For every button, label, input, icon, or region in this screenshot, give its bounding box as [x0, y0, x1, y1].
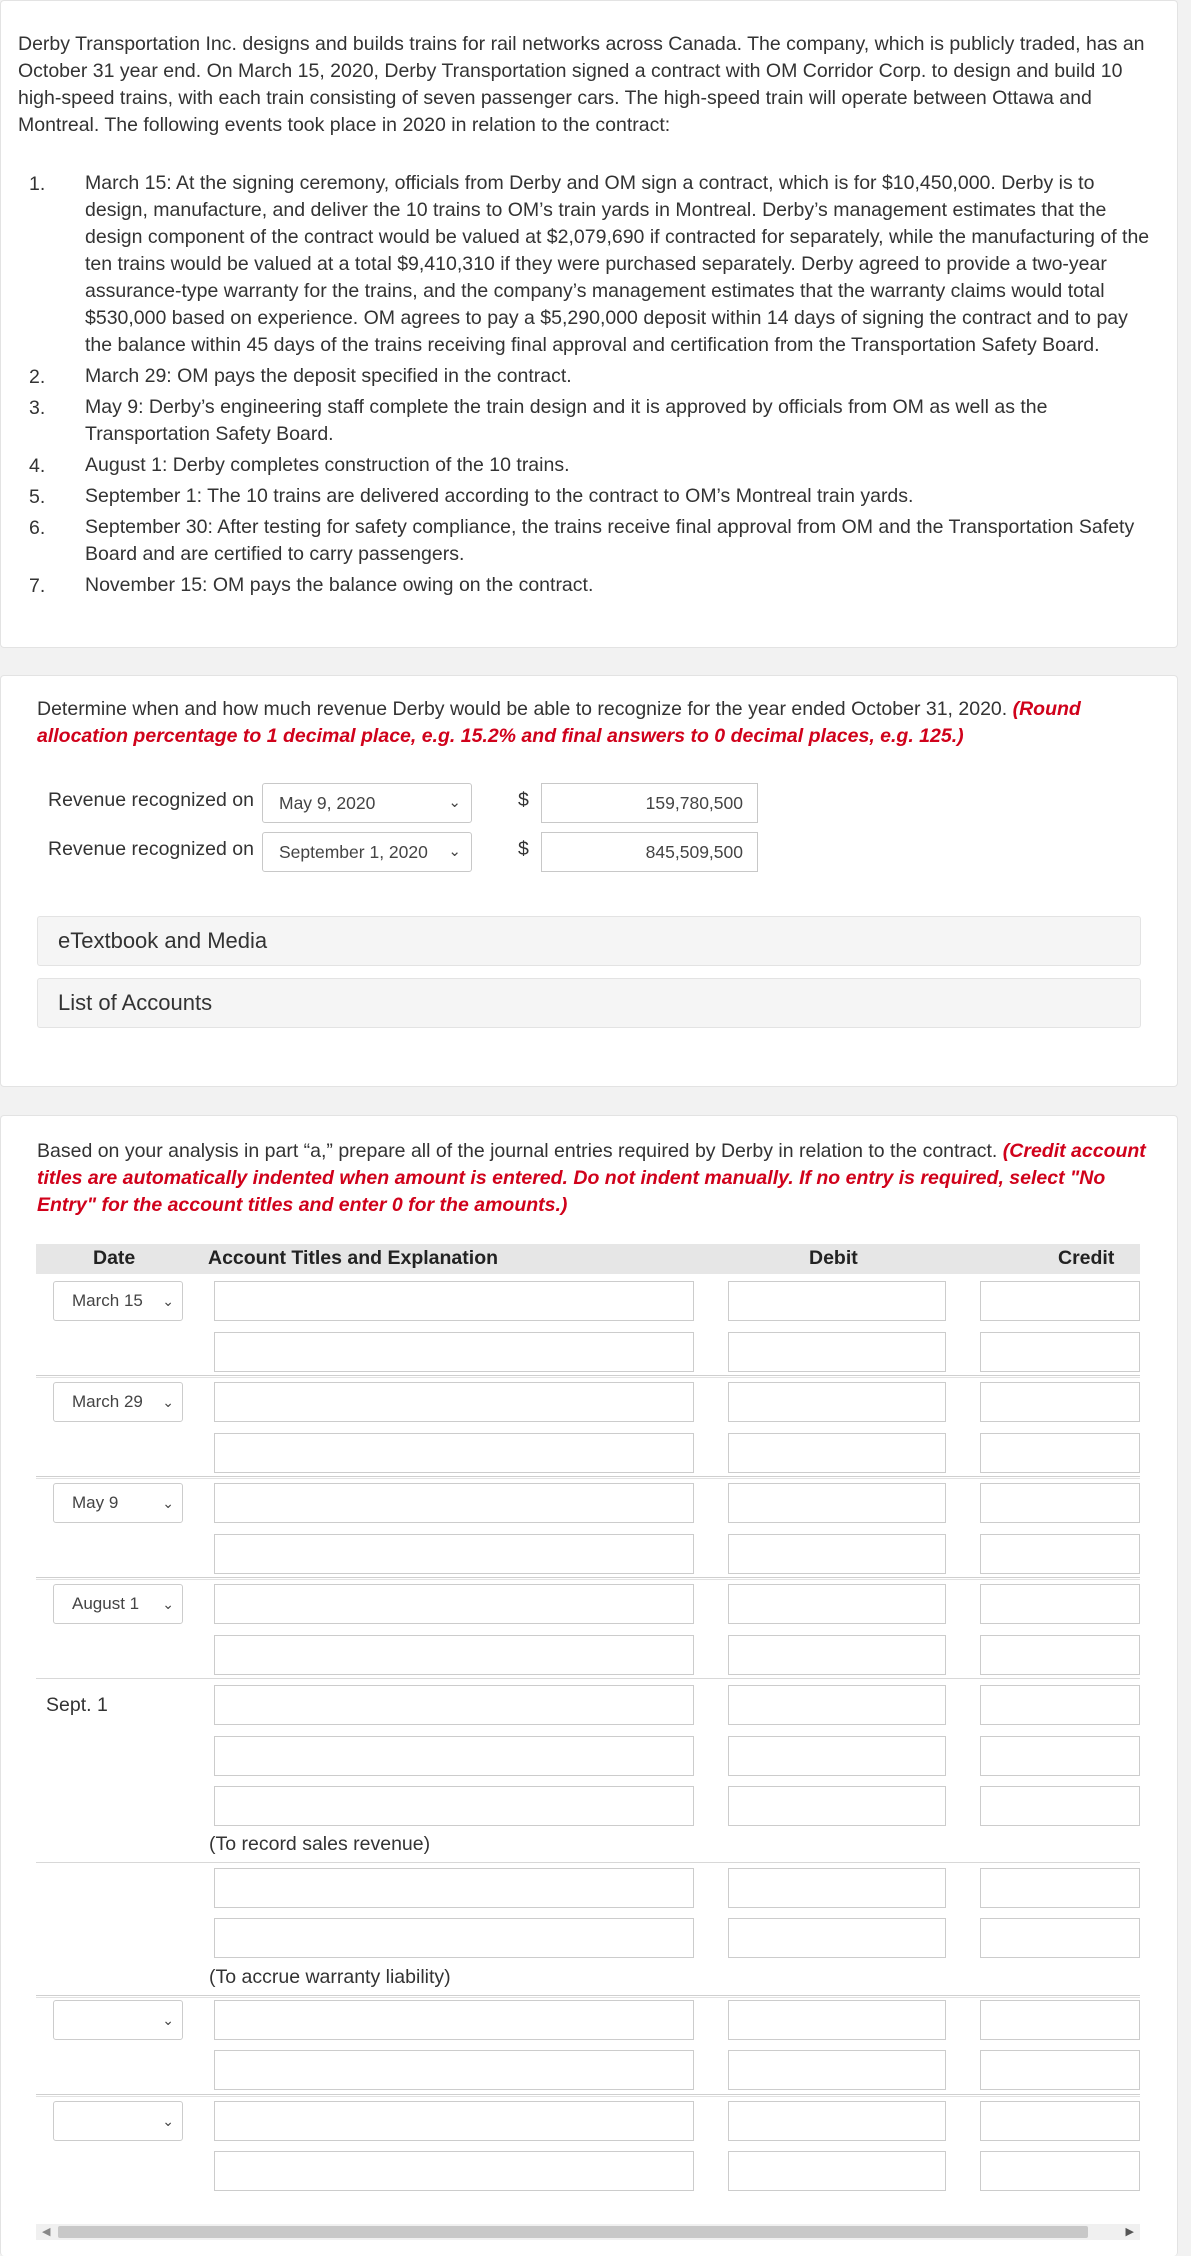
chevron-down-icon: ⌄: [162, 1394, 174, 1410]
debit-input[interactable]: [728, 1281, 946, 1321]
credit-input[interactable]: [980, 1736, 1140, 1776]
select-value: May 9: [72, 1493, 119, 1512]
event-text: May 9: Derby’s engineering staff complete the train design and it is approved by officials from OM as well as the Transportation Safety Board.: [85, 396, 1048, 445]
header-date: Date: [93, 1247, 136, 1269]
question-text: Based on your analysis in part “a,” prepare all of the journal entries required by Derby in relation to the contract.: [37, 1140, 998, 1162]
part-b-question: [37, 1138, 1157, 1219]
account-title-input[interactable]: [214, 2050, 694, 2090]
select-value: March 15: [72, 1291, 143, 1310]
account-title-input[interactable]: [214, 1382, 694, 1422]
debit-input[interactable]: [728, 1635, 946, 1675]
account-title-input[interactable]: [214, 1584, 694, 1624]
entry-date-label: Sept. 1: [46, 1694, 108, 1716]
credit-input[interactable]: [980, 1685, 1140, 1725]
event-text: September 1: The 10 trains are delivered according to the contract to OM’s Montreal train yards.: [85, 485, 914, 507]
etextbook-link[interactable]: eTextbook and Media: [37, 916, 1141, 966]
debit-input[interactable]: [728, 2000, 946, 2040]
scrollbar-thumb[interactable]: [58, 2226, 1088, 2238]
credit-input[interactable]: [980, 1635, 1140, 1675]
account-title-input[interactable]: [214, 1685, 694, 1725]
credit-input[interactable]: [980, 1868, 1140, 1908]
debit-input[interactable]: [728, 1918, 946, 1958]
account-title-input[interactable]: [214, 1433, 694, 1473]
account-title-input[interactable]: [214, 1918, 694, 1958]
credit-input[interactable]: [980, 1281, 1140, 1321]
debit-input[interactable]: [728, 1483, 946, 1523]
account-title-input[interactable]: [214, 2101, 694, 2141]
event-text: March 15: At the signing ceremony, officials from Derby and OM sign a contract, which is for $10,450,000. Derby is to design, manufacture, and deliver the 10 trains to OM’s train yards in Montreal. Derby’s management estimates that the design component of the contract would be valued at $2,079,690 if contracted for separately, while the manufacturing of the ten trains would be valued at a total $9,410,310 if they were purchased separately. Derby agreed to provide a two-year assurance-type warranty for the trains, and the company’s management estimates that the warranty claims would total $530,000 based on experience. OM agrees to pay a $5,290,000 deposit within 14 days of signing the contract and to pay the balance within 45 days of the trains receiving final approval and certification from the Transportation Safety Board.: [85, 172, 1150, 356]
debit-input[interactable]: [728, 1382, 946, 1422]
credit-input[interactable]: [980, 1433, 1140, 1473]
debit-input[interactable]: [728, 2101, 946, 2141]
question-text: Determine when and how much revenue Derby would be able to recognize for the year ended October 31, 2020.: [37, 698, 1008, 720]
credit-input[interactable]: [980, 1332, 1140, 1372]
entry-date-select[interactable]: [53, 1584, 183, 1624]
account-title-input[interactable]: [214, 2000, 694, 2040]
debit-input[interactable]: [728, 1786, 946, 1826]
event-number: 1.: [29, 173, 46, 195]
entry-date-select[interactable]: [53, 1281, 183, 1321]
entry-date-select[interactable]: [53, 2000, 183, 2040]
debit-input[interactable]: [728, 2050, 946, 2090]
header-account: Account Titles and Explanation: [208, 1247, 499, 1269]
currency-symbol: $: [518, 789, 529, 811]
account-title-input[interactable]: [214, 1483, 694, 1523]
revenue-date-select[interactable]: [262, 832, 472, 872]
instruction-note: (Credit account titles are automatically indented when amount is entered. Do not indent manually. If no entry is required, select "No Entry" for the account titles and enter 0 for the amounts.): [37, 1140, 1146, 1216]
event-number: 6.: [29, 517, 46, 539]
currency-symbol: $: [518, 838, 529, 860]
account-title-input[interactable]: [214, 1736, 694, 1776]
scroll-left-icon[interactable]: ◀: [42, 2226, 51, 2238]
account-title-input[interactable]: [214, 1786, 694, 1826]
sales-memo: (To record sales revenue): [209, 1833, 431, 1855]
header-debit: Debit: [809, 1247, 858, 1269]
select-value: May 9, 2020: [279, 793, 376, 813]
select-value: March 29: [72, 1392, 143, 1411]
horizontal-scrollbar[interactable]: [36, 2224, 1140, 2240]
problem-panel: [0, 0, 1178, 648]
account-title-input[interactable]: [214, 1534, 694, 1574]
event-text: September 30: After testing for safety compliance, the trains receive final approval from OM and the Transportation Safety Board and are certified to carry passengers.: [85, 516, 1135, 565]
event-text: March 29: OM pays the deposit specified in the contract.: [85, 365, 572, 387]
debit-input[interactable]: [728, 1332, 946, 1372]
event-text: August 1: Derby completes construction of the 10 trains.: [85, 454, 570, 476]
credit-input[interactable]: [980, 1382, 1140, 1422]
select-value: September 1, 2020: [279, 842, 428, 862]
scroll-right-icon[interactable]: ▶: [1125, 2226, 1134, 2238]
account-title-input[interactable]: [214, 1635, 694, 1675]
revenue-amount-input[interactable]: 159,780,500: [541, 783, 758, 823]
debit-input[interactable]: [728, 2151, 946, 2191]
header-credit: Credit: [1058, 1247, 1115, 1269]
list-of-accounts-link[interactable]: List of Accounts: [37, 978, 1141, 1028]
debit-input[interactable]: [728, 1584, 946, 1624]
debit-input[interactable]: [728, 1736, 946, 1776]
event-number: 5.: [29, 486, 46, 508]
entry-date-select[interactable]: [53, 2101, 183, 2141]
entry-date-select[interactable]: [53, 1382, 183, 1422]
event-number: 3.: [29, 397, 46, 419]
credit-input[interactable]: [980, 2000, 1140, 2040]
credit-input[interactable]: [980, 1584, 1140, 1624]
revenue-date-select[interactable]: [262, 783, 472, 823]
row-divider: [36, 2094, 1140, 2097]
chevron-down-icon: ⌄: [162, 1495, 174, 1511]
account-title-input[interactable]: [214, 2151, 694, 2191]
warranty-memo: (To accrue warranty liability): [209, 1966, 451, 1988]
debit-input[interactable]: [728, 1685, 946, 1725]
credit-input[interactable]: [980, 1786, 1140, 1826]
row-divider: [36, 1678, 1140, 1679]
credit-input[interactable]: [980, 2050, 1140, 2090]
debit-input[interactable]: [728, 1534, 946, 1574]
debit-input[interactable]: [728, 1433, 946, 1473]
account-title-input[interactable]: [214, 1868, 694, 1908]
event-number: 4.: [29, 455, 46, 477]
chevron-down-icon: ⌄: [162, 1293, 174, 1309]
row-divider: [36, 1577, 1140, 1580]
chevron-down-icon: ⌄: [162, 1596, 174, 1612]
event-number: 2.: [29, 366, 46, 388]
chevron-down-icon: ⌄: [162, 2113, 174, 2129]
part-a-panel: [0, 675, 1178, 1087]
revenue-label: Revenue recognized on: [48, 789, 254, 811]
chevron-down-icon: ⌄: [448, 843, 461, 860]
part-a-question: [37, 696, 1157, 750]
chevron-down-icon: ⌄: [448, 794, 461, 811]
event-number: 7.: [29, 575, 46, 597]
credit-input[interactable]: [980, 2151, 1140, 2191]
credit-input[interactable]: [980, 1534, 1140, 1574]
row-divider: [36, 1375, 1140, 1378]
journal-header: [36, 1244, 1140, 1274]
select-value: August 1: [72, 1594, 140, 1613]
account-title-input[interactable]: [214, 1332, 694, 1372]
event-text: November 15: OM pays the balance owing on the contract.: [85, 574, 594, 596]
chevron-down-icon: ⌄: [162, 2012, 174, 2028]
revenue-label: Revenue recognized on: [48, 838, 254, 860]
credit-input[interactable]: [980, 1918, 1140, 1958]
row-divider: [36, 1862, 1140, 1863]
revenue-amount-input[interactable]: 845,509,500: [541, 832, 758, 872]
account-title-input[interactable]: [214, 1281, 694, 1321]
credit-input[interactable]: [980, 2101, 1140, 2141]
debit-input[interactable]: [728, 1868, 946, 1908]
row-divider: [36, 1995, 1140, 1998]
instruction-note: (Round allocation percentage to 1 decimal place, e.g. 15.2% and final answers to 0 decimal places, e.g. 125.): [37, 698, 1081, 747]
credit-input[interactable]: [980, 1483, 1140, 1523]
problem-intro: Derby Transportation Inc. designs and builds trains for rail networks across Canada. The company, which is publicly traded, has an October 31 year end. On March 15, 2020, Derby Transportation signed a contract with OM Corridor Corp. to design and build 10 high-speed trains, with each train consisting of seven passenger cars. The high-speed train will operate between Ottawa and Montreal. The following events took place in 2020 in relation to the contract:: [18, 33, 1145, 136]
entry-date-select[interactable]: [53, 1483, 183, 1523]
row-divider: [36, 1476, 1140, 1479]
